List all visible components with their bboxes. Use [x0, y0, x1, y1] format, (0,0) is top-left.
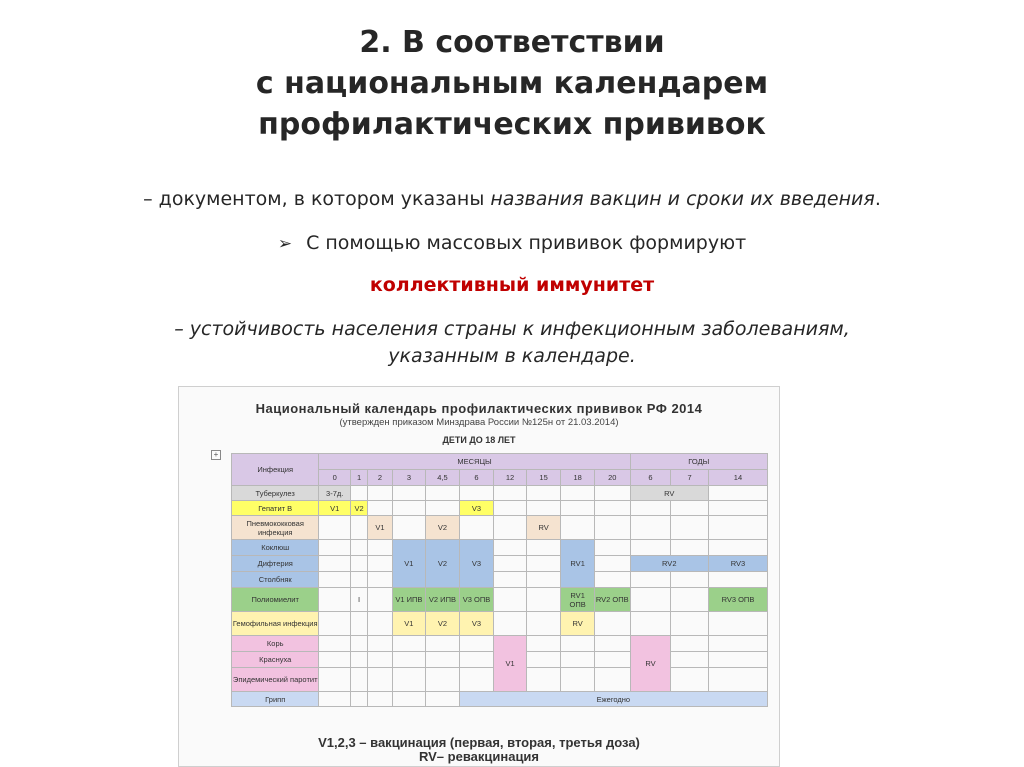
year-col: 7	[671, 470, 709, 486]
row-label-tetanus: Столбняк	[232, 572, 319, 588]
row-label-rubella: Краснуха	[232, 652, 319, 668]
cell: V1	[319, 501, 351, 516]
header-years: ГОДЫ	[630, 454, 767, 470]
month-col: 20	[594, 470, 630, 486]
row-label-mumps: Эпидемический паротит	[232, 668, 319, 692]
cell: RV1 ОПВ	[561, 588, 595, 612]
month-col: 15	[526, 470, 561, 486]
arrow-bullet-icon: ➢	[277, 234, 293, 254]
month-col: 0	[319, 470, 351, 486]
calendar-subtitle: (утвержден приказом Минздрава России №125н от 21.03.2014)	[339, 417, 619, 428]
definition-prefix: – документом, в котором указаны	[143, 188, 491, 210]
cell: V1 ИПВ	[392, 588, 426, 612]
row-label-tb: Туберкулез	[232, 486, 319, 501]
cell: I	[350, 588, 367, 612]
cell: V3	[459, 501, 494, 516]
cell: V1	[368, 516, 392, 540]
row-label-polio: Полиомиелит	[232, 588, 319, 612]
title-line-1: 2. В соответствии	[359, 25, 665, 60]
cell: RV3 ОПВ	[708, 588, 767, 612]
cell: RV	[630, 486, 708, 501]
cell: V3	[459, 612, 494, 636]
row-label-pertussis: Коклюш	[232, 540, 319, 556]
year-col: 6	[630, 470, 671, 486]
term-definition	[0, 316, 1024, 370]
cell: RV3	[708, 556, 767, 572]
row-label-hep: Гепатит В	[232, 501, 319, 516]
cell: Ежегодно	[459, 692, 767, 707]
month-col: 1	[350, 470, 367, 486]
cell: 3-7д.	[319, 486, 351, 501]
month-col: 6	[459, 470, 494, 486]
vaccination-calendar-image	[178, 386, 780, 767]
row-label-flu: Грипп	[232, 692, 319, 707]
cell: V3	[459, 540, 494, 588]
definition-line	[0, 188, 1024, 210]
cell: RV	[630, 636, 671, 692]
cell: V2	[350, 501, 367, 516]
definition-suffix: .	[874, 188, 881, 210]
calendar-title: Национальный календарь профилактических прививок РФ 2014	[255, 401, 703, 416]
calendar-table	[231, 453, 768, 707]
month-col: 18	[561, 470, 595, 486]
header-infection: Инфекция	[232, 454, 319, 486]
row-label-pneumo: Пневмококковая инфекция	[232, 516, 319, 540]
cell: RV	[561, 612, 595, 636]
cell: V2	[426, 540, 460, 588]
highlight-term: коллективный иммунитет	[369, 274, 655, 296]
bullet-text: С помощью массовых прививок формируют	[306, 232, 747, 254]
cell: RV2	[630, 556, 708, 572]
row-label-diphtheria: Дифтерия	[232, 556, 319, 572]
bullet-line	[0, 232, 1024, 254]
expand-icon: +	[211, 450, 221, 460]
cell: RV2 ОПВ	[594, 588, 630, 612]
calendar-age-group: ДЕТИ ДО 18 ЛЕТ	[442, 435, 516, 445]
row-label-measles: Корь	[232, 636, 319, 652]
year-col: 14	[708, 470, 767, 486]
cell: V2 ИПВ	[426, 588, 460, 612]
month-col: 12	[494, 470, 527, 486]
cell: V2	[426, 612, 460, 636]
title-line-2: с национальным календарем	[255, 66, 769, 101]
cell: V3 ОПВ	[459, 588, 494, 612]
month-col: 2	[368, 470, 392, 486]
title-line-3: профилактических прививок	[258, 107, 766, 142]
cell: RV1	[561, 540, 595, 588]
slide-title	[0, 22, 1024, 145]
cell: V1	[494, 636, 527, 692]
definition-italic: названия вакцин и сроки их введения	[490, 188, 875, 210]
month-col: 3	[392, 470, 426, 486]
term-definition-line-1: – устойчивость населения страны к инфекционным заболеваниям,	[174, 318, 850, 340]
cell: V1	[392, 540, 426, 588]
month-col: 4,5	[426, 470, 460, 486]
term-definition-line-2: указанным в календаре.	[388, 345, 636, 367]
cell: V1	[392, 612, 426, 636]
cell: RV	[526, 516, 561, 540]
legend-vaccination: V1,2,3 – вакцинация (первая, вторая, третья доза)	[318, 735, 640, 750]
legend-revaccination: RV– ревакцинация	[418, 749, 540, 764]
cell: V2	[426, 516, 460, 540]
header-months: МЕСЯЦЫ	[319, 454, 630, 470]
row-label-hib: Гемофильная инфекция	[232, 612, 319, 636]
